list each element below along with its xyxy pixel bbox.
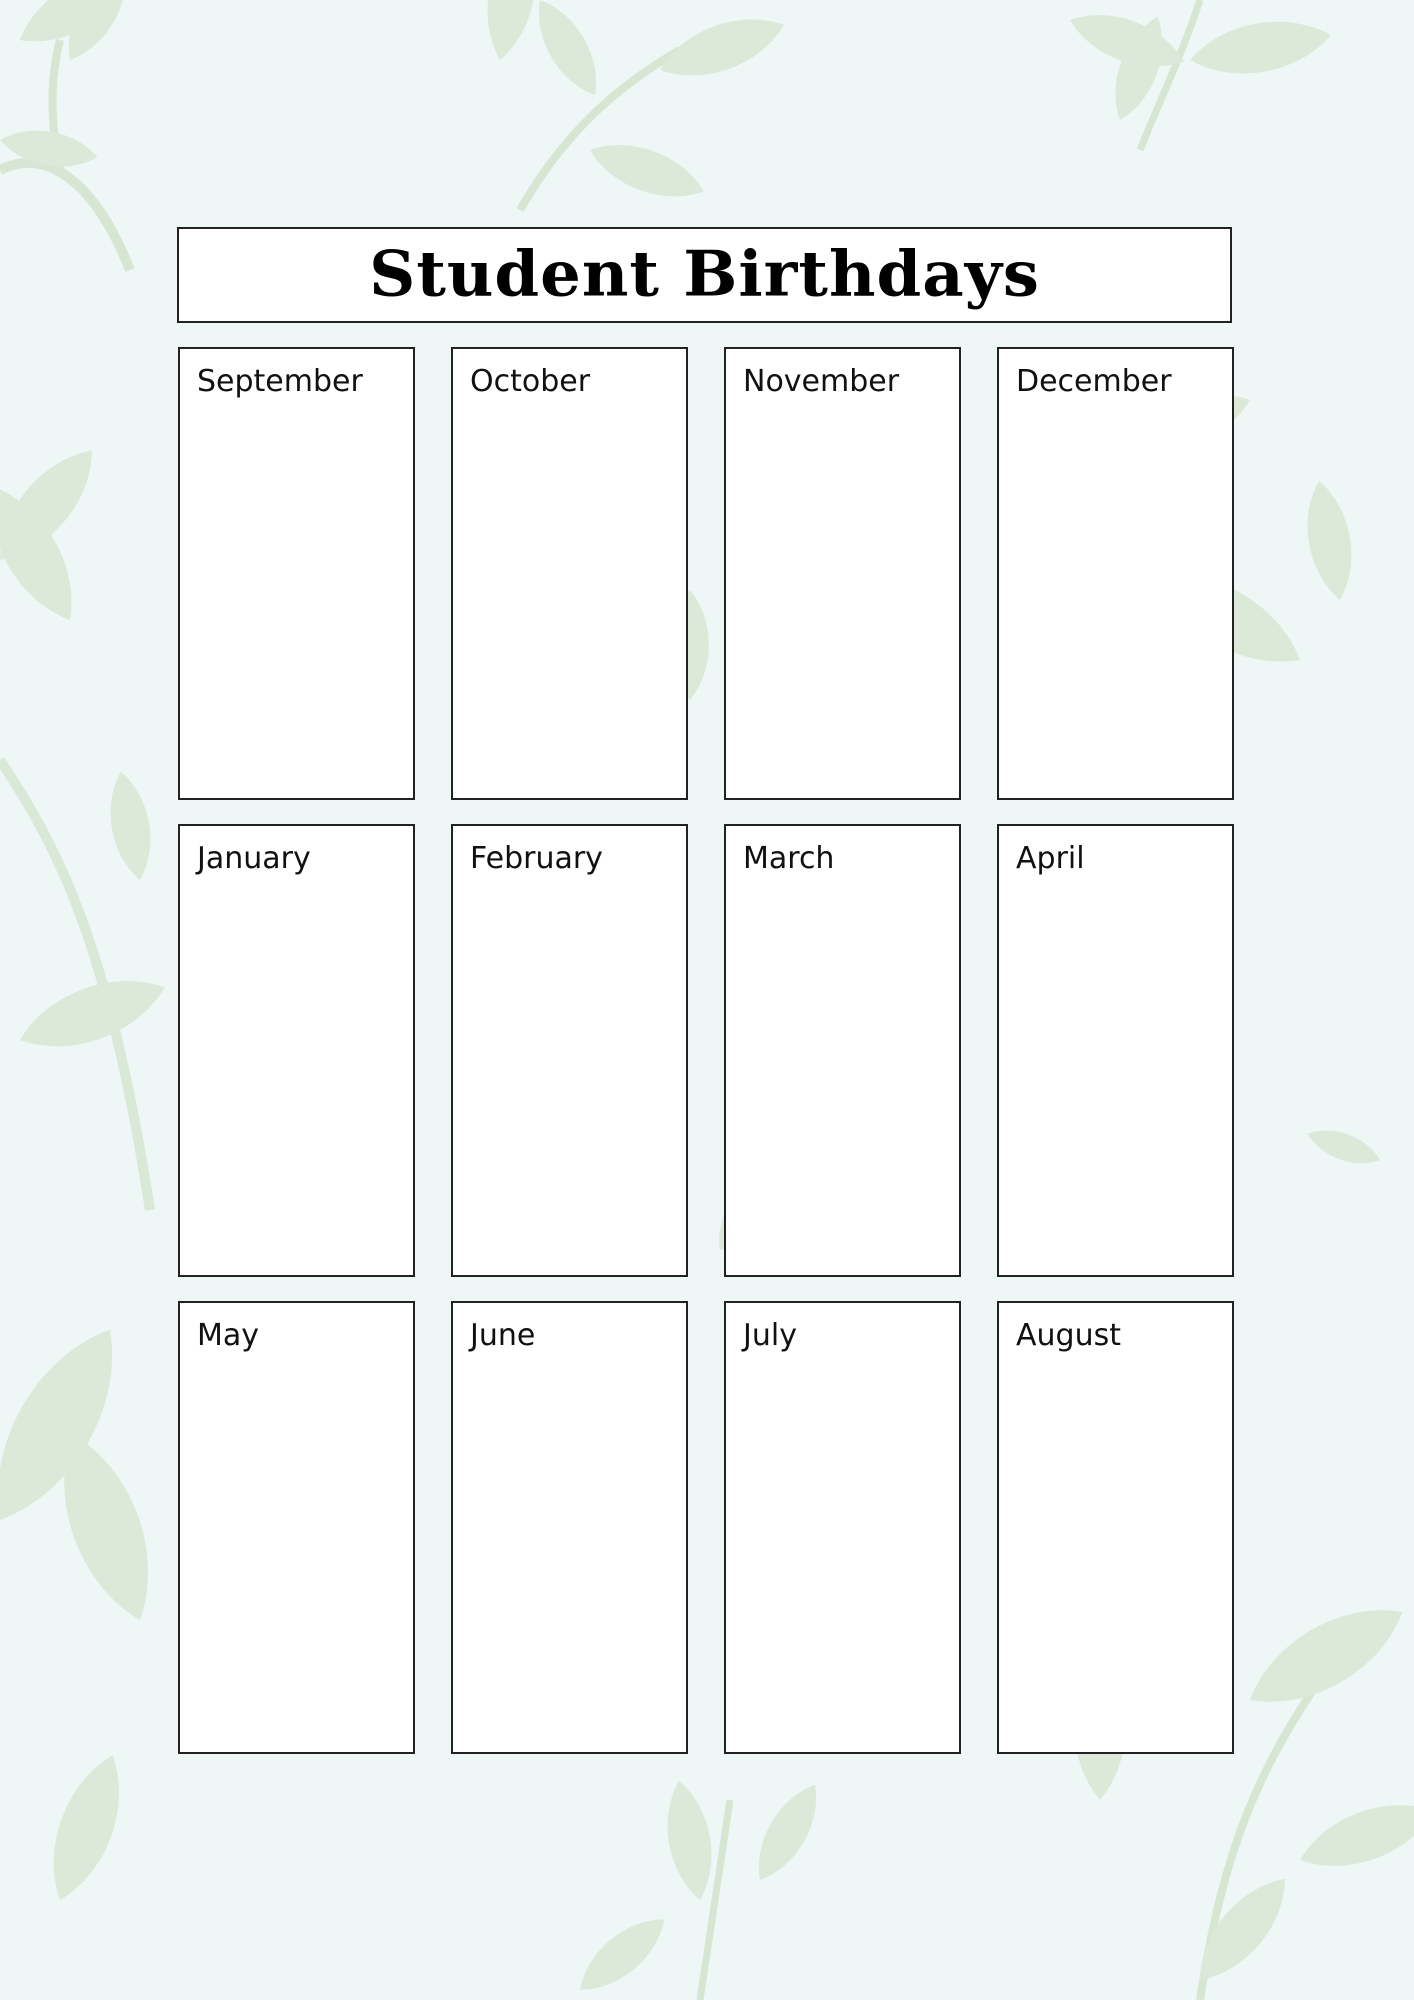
month-label: May <box>197 1318 260 1353</box>
month-box-april[interactable] <box>997 824 1234 1277</box>
month-box-november[interactable] <box>724 347 961 800</box>
month-label: February <box>470 841 603 876</box>
month-box-february[interactable] <box>451 824 688 1277</box>
month-label: April <box>1016 841 1085 876</box>
month-box-december[interactable] <box>997 347 1234 800</box>
page-title: Student Birthdays <box>369 237 1040 312</box>
month-label: June <box>470 1318 536 1353</box>
month-box-october[interactable] <box>451 347 688 800</box>
month-box-may[interactable] <box>178 1301 415 1754</box>
month-label: September <box>197 364 363 399</box>
month-label: August <box>1016 1318 1121 1353</box>
month-label: October <box>470 364 591 399</box>
month-box-january[interactable] <box>178 824 415 1277</box>
month-label: July <box>743 1318 797 1353</box>
month-box-june[interactable] <box>451 1301 688 1754</box>
month-label: January <box>197 841 311 876</box>
month-label: November <box>743 364 900 399</box>
month-label: December <box>1016 364 1172 399</box>
month-label: March <box>743 841 835 876</box>
month-box-august[interactable] <box>997 1301 1234 1754</box>
title-box <box>177 227 1232 323</box>
month-box-march[interactable] <box>724 824 961 1277</box>
month-box-july[interactable] <box>724 1301 961 1754</box>
month-box-september[interactable] <box>178 347 415 800</box>
